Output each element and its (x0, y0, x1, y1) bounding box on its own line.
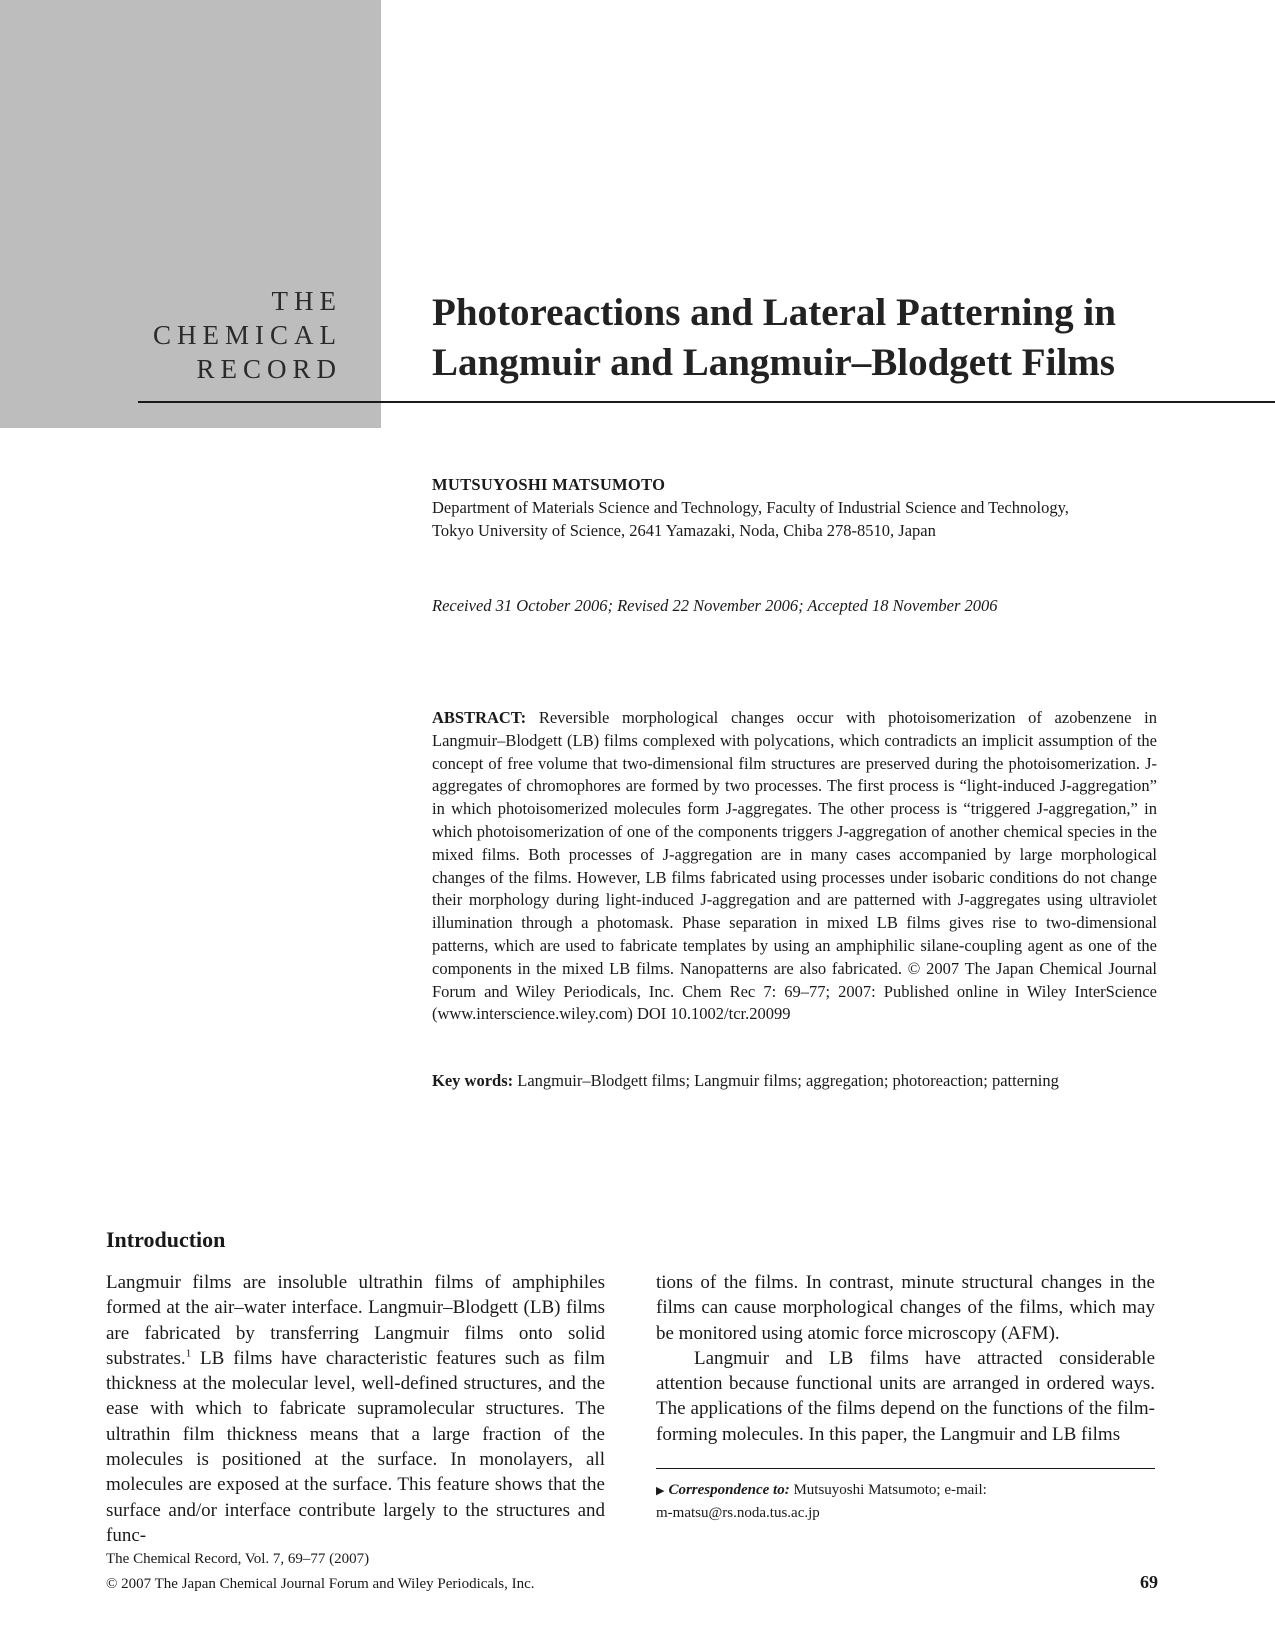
body-paragraph: tions of the films. In contrast, minute structural changes in the films can cause morphological changes of the films, which may be monitored using atomic force microscopy (AFM). (656, 1272, 1155, 1344)
received-dates: Received 31 October 2006; Revised 22 November 2006; Accepted 18 November 2006 (432, 596, 998, 615)
article-title (432, 288, 1232, 388)
keywords (432, 1069, 1157, 1092)
author-name: MUTSUYOSHI MATSUMOTO (432, 475, 666, 494)
page-number: 69 (1140, 1572, 1158, 1592)
footer-citation: The Chemical Record, Vol. 7, 69–77 (2007) (106, 1551, 370, 1567)
body-paragraph (106, 1270, 605, 1548)
body-column-right (656, 1270, 1155, 1447)
title-line: Photoreactions and Lateral Patterning in (432, 291, 1116, 334)
affiliation (432, 496, 1152, 542)
footnote-label: Correspondence to: (668, 1482, 790, 1498)
abstract (432, 707, 1157, 1026)
abstract-label: ABSTRACT: (432, 708, 527, 727)
citation-ref[interactable]: 1 (185, 1347, 192, 1360)
footnote-rule (656, 1468, 1155, 1469)
keywords-label: Key words: (432, 1071, 514, 1090)
triangle-right-icon: ▶ (656, 1485, 665, 1497)
footnote-text: Mutsuyoshi Matsumoto; e-mail: (789, 1482, 987, 1498)
section-heading-introduction: Introduction (106, 1227, 226, 1252)
abstract-text: Reversible morphological changes occur with photoisomerization of azobenzene in Langmuir–Blodgett (LB) films complexed with polycations, which contradicts an implicit assumption of the concept of free volume that two-dimensional film structures are preserved during the photoisomerization. J-aggregates of chromophores are formed by two processes. The first process is “light-induced J-aggregation” in which photoisomerized molecules form J-aggregates. The other process is “triggered J-aggregation,” in which photoisomerization of one of the components triggers J-aggregation of another chemical species in the mixed films. Both processes of J-aggregation are in many cases accompanied by large morphological changes of the films. However, LB films fabricated using processes under isobaric conditions do not change their morphology during light-induced J-aggregation and are patterned with J-aggregates using ultraviolet illumination through a photomask. Phase separation in mixed LB films gives rise to two-dimensional patterns, which are used to fabricate templates by using an amphiphilic silane-coupling agent as one of the components in the mixed LB films. Nanopatterns are also fabricated. © 2007 The Japan Chemical Journal Forum and Wiley Periodicals, Inc. Chem Rec 7: 69–77; 2007: Published online in Wiley InterScience (www.interscience.wiley.com) DOI 10.1002/tcr.20099 (432, 708, 1157, 1024)
correspondence-footnote (656, 1479, 1155, 1524)
title-line: Langmuir and Langmuir–Blodgett Films (432, 341, 1115, 384)
body-text: Langmuir films are insoluble ultrathin films of amphiphiles formed at the air–water interface. Langmuir–Blodgett (LB) films are fabricated by transferring Langmuir films onto solid substrates. (106, 1272, 605, 1369)
affiliation-line: Department of Materials Science and Technology, Faculty of Industrial Science and Technology, (432, 498, 1069, 517)
body-paragraph: Langmuir and LB films have attracted considerable attention because functional units are arranged in ordered ways. The applications of the films depend on the functions of the film-forming molecules. In this paper, the Langmuir and LB films (656, 1347, 1155, 1445)
journal-name (153, 284, 342, 386)
journal-name-line: THE (271, 286, 342, 316)
keywords-text: Langmuir–Blodgett films; Langmuir films; aggregation; photoreaction; patterning (517, 1071, 1059, 1090)
footer-copyright: © 2007 The Japan Chemical Journal Forum and Wiley Periodicals, Inc. (106, 1576, 535, 1592)
body-column-left (106, 1270, 605, 1548)
body-text: LB films have characteristic features such as film thickness at the molecular level, well-defined structures, and the ease with which to fabricate supramolecular structures. The ultrathin film thickness means that a large fraction of the molecules is positioned at the surface. In monolayers, all molecules are exposed at the surface. This feature shows that the surface and/or interface contribute largely to the structures and func- (106, 1347, 605, 1546)
author-block (432, 473, 1152, 542)
affiliation-line: Tokyo University of Science, 2641 Yamazaki, Noda, Chiba 278-8510, Japan (432, 521, 936, 540)
journal-name-line: RECORD (196, 354, 342, 384)
page-footer (106, 1547, 534, 1597)
journal-name-line: CHEMICAL (153, 320, 342, 350)
header-rule (138, 401, 1275, 403)
correspondence-email[interactable]: m-matsu@rs.noda.tus.ac.jp (656, 1505, 820, 1521)
